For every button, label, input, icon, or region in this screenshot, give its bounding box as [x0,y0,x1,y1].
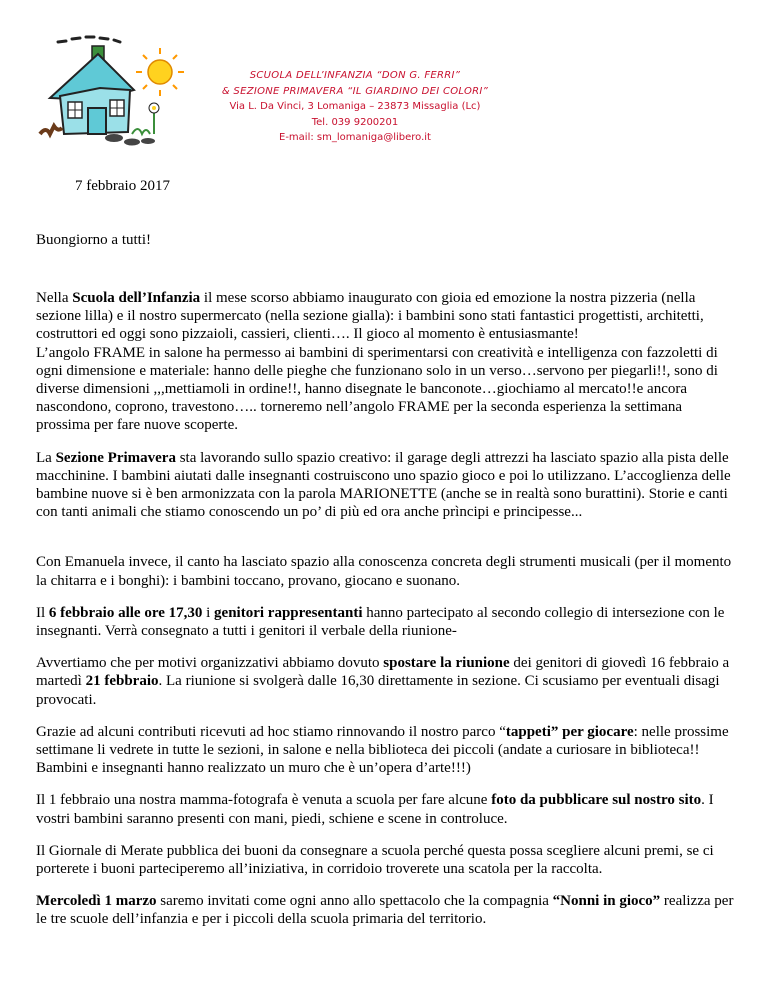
school-name: SCUOLA DELL’INFANZIA “DON G. FERRI” [249,70,461,81]
bold-text: tappeti” per giocare [505,723,634,740]
bold-text: spostare la riunione [383,655,510,672]
paragraph-music: Con Emanuela invece, il canto ha lasciato spazio alla conoscenza concreta degli strumenti musicali (per il momento la chitarra e i bonghi): i bambini toccano, provano, giocano e suonano. [36,554,732,589]
text-span: hanno partecipato al secondo collegio di intersezione con le insegnanti. Verrà consegnato a tutti i genitori il verbale della riunione- [36,604,725,640]
paragraph-rappresentanti [36,604,736,640]
paragraph-tappeti [36,723,736,778]
paragraph-riunione [36,654,736,709]
text-span: Il 1 febbraio una nostra mamma-fotografa è venuta a scuola per fare alcune [36,792,492,809]
text-span: . La riunione si svolgerà dalle 16,30 direttamente in sezione. Ci scusiamo per eventuali disagi provocati. [36,673,720,708]
bold-text: 21 febbraio [85,673,159,690]
section-name: & SEZIONE PRIMAVERA “IL GIARDINO DEI COLORI” [221,85,489,97]
bold-text: Mercoledì 1 marzo [36,893,157,910]
paragraph-spettacolo [36,892,736,928]
text-span: Il [36,604,49,621]
paragraph-giornale: Il Giornale di Merate pubblica dei buoni da consegnare a scuola perché questa possa scegliere alcuni premi, se ci porterete i buoni parteciperemo all’iniziativa, in corridoio troverete una scatola per la raccolta. [36,842,714,878]
paragraph-foto [36,791,736,827]
bold-text: Scuola dell’Infanzia [72,290,201,306]
text-span: saremo invitati come ogni anno allo spettacolo che la compagnia [156,893,553,910]
bold-text: genitori rappresentanti [214,604,363,621]
school-email[interactable]: E-mail: sm_lomaniga@libero.it [279,132,431,143]
greeting: Buongiorno a tutti! [36,232,151,248]
school-header [190,68,520,146]
bold-text: foto da pubblicare sul nostro sito [491,792,702,809]
text-span: Grazie ad alcuni contributi ricevuti ad hoc stiamo rinnovando il nostro parco “ [36,723,506,740]
house-flower-logo-icon [36,28,196,148]
text-span: Avvertiamo che per motivi organizzativi abbiamo dovuto [36,655,384,672]
text-span: i [202,604,215,621]
text-span: L’angolo FRAME in salone ha permesso ai bambini di sperimentarsi con creatività e intelligenza con fazzoletti di ogni dimensione e materiale: hanno delle pieghe che funzionano solo in un verso…servono per piegarli!!, sono di diverse dimensioni ,,,mettiamoli in ordine!!, hanno disegnate le banconote…giochiamo al mercato!!e ancora nascondono, coprono, travestono….. torneremo nell’angolo FRAME per la seconda esperienza la settimana prossima per fare nuove scoperte. [36,344,718,434]
text-span: realizza per le tre scuole dell’infanzia e per i piccoli della scuola primaria del territorio. [36,893,734,928]
school-logo [36,28,196,148]
text-span: La [36,449,56,466]
text-span: Nella [36,290,73,306]
text-span: sta lavorando sullo spazio creativo: il garage degli attrezzi ha lasciato spazio alla pista delle macchinine. I bambini aiutati dalle insegnanti costruiscono uno spazio gioco e poi lo utilizzano. L’accoglienza delle bambine nuove si è ben armonizzata con la parola MARIONETTE (anche se in realtà sono burattini). Storie e canti con tanti animali che stiamo conoscendo un po’ di più ed ora anche prìncipi e principesse... [36,449,731,521]
text-span: dei genitori di giovedì 16 febbraio a martedì [36,655,730,690]
text-span: . I vostri bambini saranno presenti con mani, piedi, schiene e scene in controluce. [36,792,714,827]
letter-date: 7 febbraio 2017 [75,178,170,194]
bold-text: “Nonni in gioco” [552,893,661,910]
school-address: Via L. Da Vinci, 3 Lomaniga – 23873 Missaglia (Lc) [229,101,481,112]
school-phone: Tel. 039 9200201 [311,116,399,128]
text-span: : nelle prossime settimane li vedrete in tutte le sezioni, in salone e nella biblioteca dei piccoli (andate a curiosare in biblioteca!! Bambini e insegnanti hanno realizzato un muro che è un’opera d’arte!!!) [36,723,729,777]
bold-text: Sezione Primavera [55,449,176,466]
paragraph-infanzia [36,289,736,435]
letter-body [36,289,736,929]
bold-text: 6 febbraio alle ore 17,30 [48,604,203,621]
text-span: il mese scorso abbiamo inaugurato con gioia ed emozione la nostra pizzeria (nella sezione lilla) e il nostro supermercato (nella sezione gialla): i bambini sono stati fantastici progettisti, architetti, costruttori ed oggi sono pizzaioli, cassieri, clienti…. Il gioco al momento è entusiasmante! [36,290,704,343]
paragraph-primavera [36,449,736,522]
